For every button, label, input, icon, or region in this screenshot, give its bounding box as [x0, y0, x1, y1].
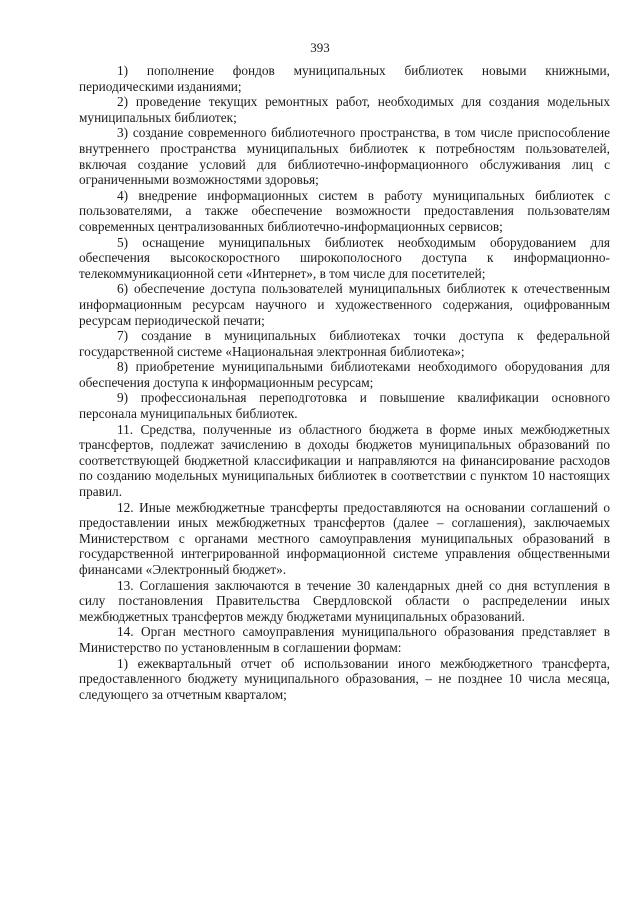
clause-12: 12. Иные межбюджетные трансферты предоставляются на основании соглашений о предоставлении иных межбюджетных трансфертов (далее – соглашения), заключаемых Министерством с органами местного самоуправления муниципальных образований в государственной интегрированной информационной системе управления общественными финансами «Электронный бюджет».	[79, 499, 610, 577]
paragraph-item-2: 2) проведение текущих ремонтных работ, необходимых для создания модельных муниципальных библиотек;	[79, 94, 610, 125]
clause-11: 11. Средства, полученные из областного бюджета в форме иных межбюджетных трансфертов, подлежат зачислению в доходы бюджетов муниципальных образований по соответствующей бюджетной классификации и направляются на финансирование расходов по созданию модельных муниципальных библиотек в соответствии с пунктом 10 настоящих правил.	[79, 421, 610, 500]
paragraph-item-5: 5) оснащение муниципальных библиотек необходимым оборудованием для обеспечения высокоскоростного широкополосного доступа к информационно-телекоммуникационной сети «Интернет», в том числе для посетителей;	[79, 234, 610, 281]
paragraph-item-9: 9) профессиональная переподготовка и повышение квалификации основного персонала муниципальных библиотек.	[79, 390, 610, 422]
paragraph-item-4: 4) внедрение информационных систем в работу муниципальных библиотек с пользователями, а также обеспечение возможности предоставления пользователям современных централизованных библиотечно-информационных сервисов;	[79, 187, 610, 234]
paragraph-item-3: 3) создание современного библиотечного пространства, в том числе приспособление внутреннего пространства муниципальных библиотек к потребностям пользователей, включая создание условий для библиотечно-информационного обслуживания лиц с ограниченными возможностями здоровья;	[79, 125, 610, 188]
clause-14-item-1: 1) ежеквартальный отчет об использовании иного межбюджетного трансферта, предоставленного бюджету муниципального образования, – не позднее 10 числа месяца, следующего за отчетным кварталом;	[79, 655, 610, 702]
clause-14: 14. Орган местного самоуправления муниципального образования представляет в Министерство по установленным в соглашении формам:	[79, 624, 610, 655]
paragraph-item-1: 1) пополнение фондов муниципальных библиотек новыми книжными, периодическими изданиями;	[79, 63, 610, 94]
page-number: 393	[310, 40, 330, 55]
paragraph-item-6: 6) обеспечение доступа пользователей муниципальных библиотек к отечественным информационным ресурсам научного и художественного содержания, оцифрованным ресурсам периодической печати;	[79, 281, 610, 328]
paragraph-item-7: 7) создание в муниципальных библиотеках точки доступа к федеральной государственной системе «Национальная электронная библиотека»;	[79, 328, 610, 359]
clause-13: 13. Соглашения заключаются в течение 30 календарных дней со дня вступления в силу постановления Правительства Свердловской области о распределении иных межбюджетных трансфертов между бюджетами муниципальных образований.	[79, 577, 610, 624]
paragraph-item-8: 8) приобретение муниципальными библиотеками необходимого оборудования для обеспечения доступа к информационным ресурсам;	[79, 359, 610, 390]
body-text	[79, 63, 610, 702]
